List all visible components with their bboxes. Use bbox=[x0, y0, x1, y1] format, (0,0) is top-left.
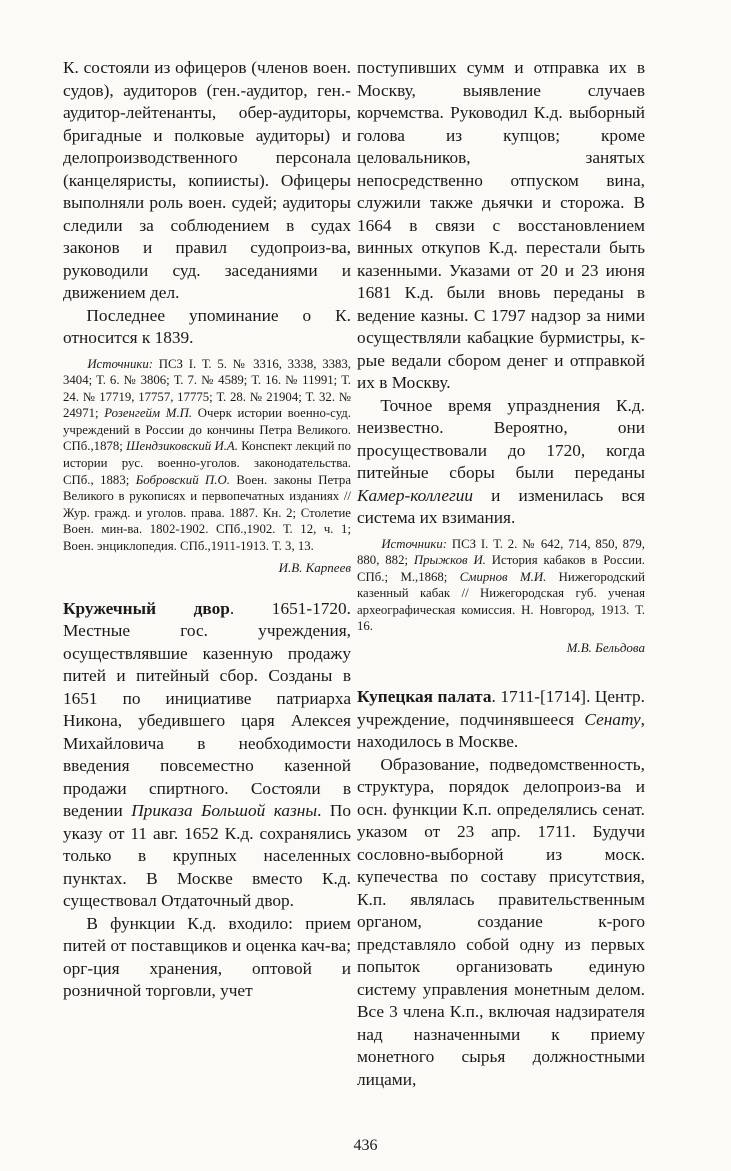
entry-text: . 1651-1720. Местные гос. учреждения, осуществлявшие казенную продажу питей и питейный сбор. Созданы в 1651 по инициативе патриарха Никона, убедившего царя Алексея Михайловича в необходимости введения повсеместно казенной продажи спиртного. Состояли в ведении bbox=[63, 598, 351, 821]
entry-text: . 1711-[1714]. Центр. учреждение, подчинявшееся bbox=[357, 687, 646, 729]
sources-text: Воен. законы Петра Великого в рукописях и первопечатных изданиях // Жур. гражд. и уголов. права. 1887. Кн. 2; Столетие Воен. мин-ва. 1802-1902. СПб.,1902. Т. 12, ч. 1; Воен. энциклопедия. СПб.,1911-1913. Т. 3, 13. bbox=[63, 472, 351, 554]
entry-headword: Купецкая палата bbox=[357, 687, 492, 707]
paragraph-last-mention: Последнее упоминание о К. относится к 1839. bbox=[63, 305, 351, 347]
sources-text: Нижегородский казенный кабак // Нижегородская губ. ученая археографическая комиссия. Н. Новгород, 1913. Т. 16. bbox=[357, 569, 645, 634]
sources-text: ПСЗ I. Т. 5. № 3316, 3338, 3383, 3404; Т. 6. № 3806; Т. 7. № 4589; Т. 16. № 11991; Т. 24. № 17719, 17757, 17775; Т. 28. № 21904; Т. 32. № 24971; bbox=[63, 356, 351, 421]
sources-list bbox=[63, 356, 351, 555]
sources-author: Прыжков И. bbox=[413, 553, 486, 568]
paragraph-abolition bbox=[357, 395, 645, 530]
sources-author: Смирнов М.И. bbox=[459, 569, 547, 584]
entry-gap bbox=[63, 576, 351, 598]
cross-reference: Сенату bbox=[584, 709, 641, 729]
sources-label: Источники: bbox=[87, 356, 154, 371]
paragraph-formation: Образование, подведомственность, структура, порядок делопроиз-ва и осн. функции К.п. определялись сенат. указом от 23 апр. 1711. Будучи сословно-выборной из моск. купечества по составу присутствия, К.п. являлась правительственным органом, создание к-рого представляло собой одну из первых попыток организовать единую систему управления монетным делом. Все 3 члена К.п., включая надзирателя над назначенными к приему монетного сырья должностными лицами, bbox=[357, 754, 645, 1089]
sources-list bbox=[357, 536, 645, 636]
entry-kruzhechny-dvor bbox=[63, 598, 351, 913]
cross-reference: Приказа Большой казны bbox=[131, 801, 318, 821]
paragraph-continuation: поступивших сумм и отправка их в Москву, выявление случаев корчемства. Руководил К.д. выборный голова из купцов; кроме целовальников, занятых непосредственно отпуском вина, служили также дьячки и сторожа. В 1664 в связи с восстановлением винных откупов К.д. перестали быть казенными. Указами от 20 и 23 июня 1681 К.д. были вновь переданы в ведение казны. С 1797 надзор за ними осуществляли кабацкие бурмистры, к-рые ведали сбором денег и отправкой их в Москву. bbox=[357, 58, 645, 392]
paragraph-text: и изменилась вся система их взимания. bbox=[357, 485, 645, 527]
paragraph-functions: В функции К.д. входило: прием питей от поставщиков и оценка кач-ва; орг-ция хранения, оптовой и розничной торговли, учет bbox=[63, 913, 351, 1001]
right-column bbox=[357, 57, 645, 1091]
entry-text: . По указу от 11 авг. 1652 К.д. сохранялись только в крупных населенных пунктах. В Москве вместо К.д. существовал Отдаточный двор. bbox=[63, 801, 351, 911]
article-author: М.В. Бельдова bbox=[566, 640, 645, 656]
sources-author: Шендзиковский И.А. bbox=[126, 439, 238, 454]
entry-gap bbox=[357, 656, 645, 686]
paragraph-continuation: К. состояли из офицеров (членов воен. судов), аудиторов (ген.-аудитор, ген.-аудитор-лейтенанты, обер-аудиторы, бригадные и полковые аудиторы) и делопроизводственного персонала (канцеляристы, копиисты). Офицеры выполняли роль воен. судей; аудиторы следили за соблюдением в судах законов и правил судопроиз-ва, руководили суд. заседаниями и движением дел. bbox=[63, 58, 351, 302]
sources-author: Бобровский П.О. bbox=[135, 472, 230, 487]
sources-text: История кабаков в России. СПб.; М.,1868; bbox=[357, 553, 645, 584]
page-number: 436 bbox=[353, 1137, 378, 1154]
cross-reference: Камер-коллегии bbox=[357, 485, 474, 505]
sources-label: Источники: bbox=[381, 536, 448, 551]
sources-text: ПСЗ I. Т. 2. № 642, 714, 850, 879, 880, 882; bbox=[357, 536, 645, 568]
article-author: И.В. Карпеев bbox=[278, 559, 351, 575]
paragraph-text: Точное время упразднения К.д. неизвестно. Вероятно, они просуществовали до 1720, когда питейные сборы были переданы bbox=[357, 395, 645, 482]
entry-text: , находилось в Москве. bbox=[357, 709, 645, 752]
sources-author: Розенгейм М.П. bbox=[104, 406, 193, 421]
sources-text: Очерк истории военно-суд. учреждений в России до кончины Петра Великого. СПб.,1878; bbox=[63, 406, 351, 454]
entry-kupetskaya-palata bbox=[357, 686, 645, 754]
left-column bbox=[63, 57, 351, 1003]
sources-text: Конспект лекций по истории рус. военно-уголов. законодательства. СПб., 1883; bbox=[63, 439, 351, 487]
entry-headword: Кружечный двор bbox=[63, 598, 230, 618]
